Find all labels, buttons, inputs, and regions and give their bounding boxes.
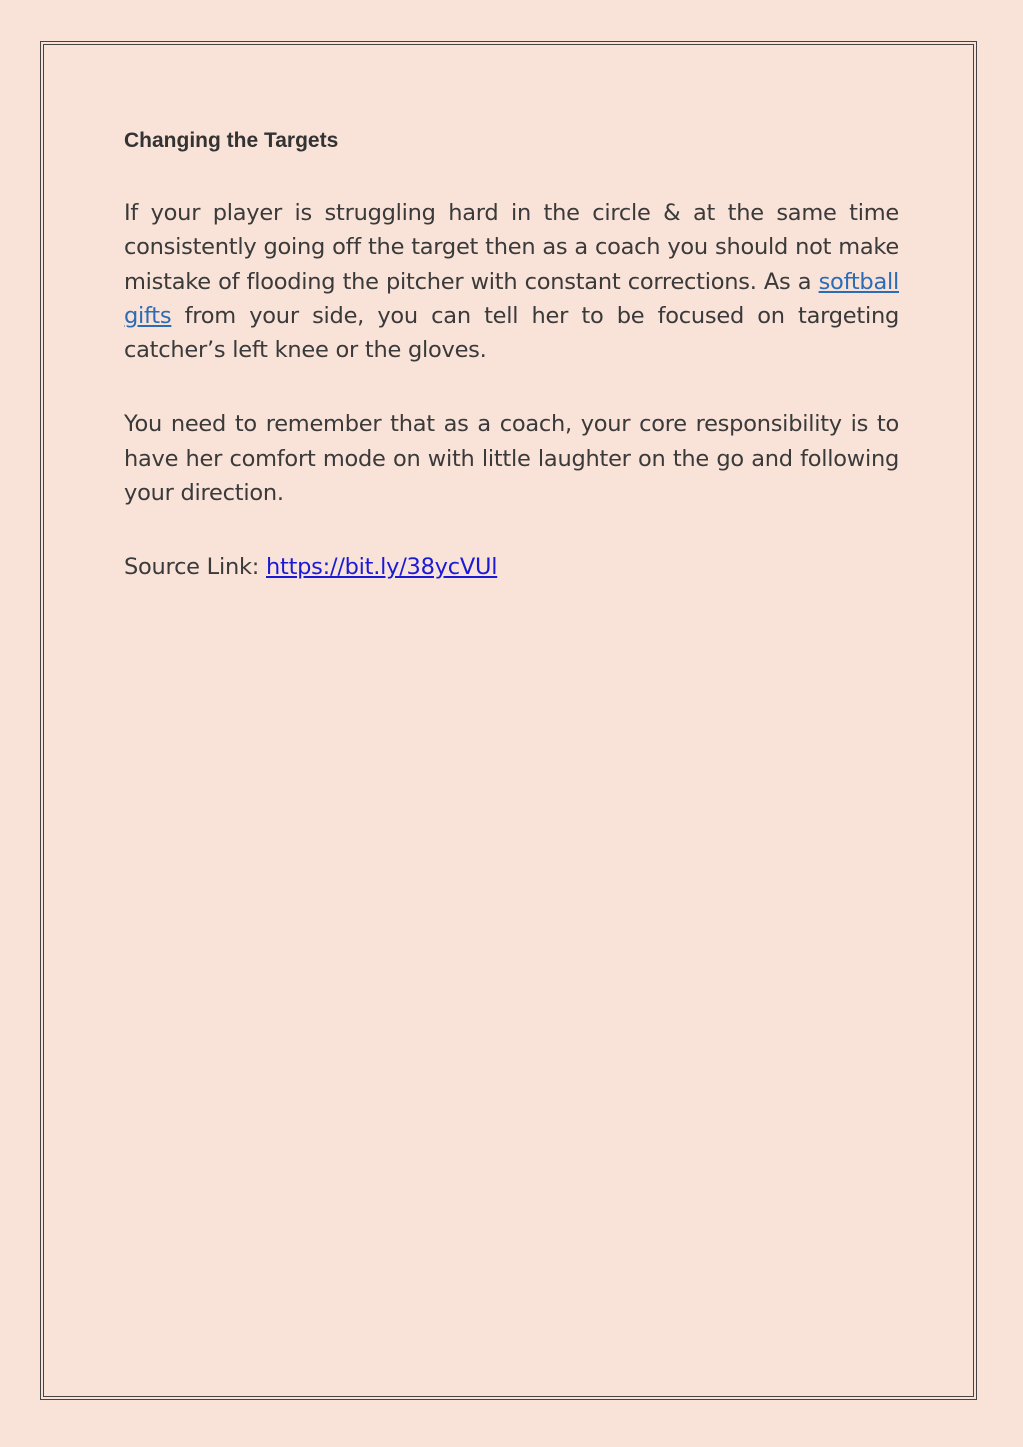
source-link[interactable]: https://bit.ly/38ycVUl	[266, 554, 498, 581]
paragraph-changing-targets	[124, 196, 899, 367]
document-body	[124, 124, 899, 585]
softball-gifts-link[interactable]: softball gifts	[124, 268, 899, 329]
source-line	[124, 550, 899, 584]
paragraph-coach-responsibility: You need to remember that as a coach, your core responsibility is to have her comfort mode on with little laughter on the go and following your direction.	[124, 411, 899, 507]
section-heading: Changing the Targets	[124, 129, 339, 152]
source-label: Source Link:	[124, 554, 266, 581]
paragraph-text-after-link: from your side, you can tell her to be focused on targeting catcher’s left knee or the gloves.	[124, 302, 899, 364]
paragraph-text-before-link: If your player is struggling hard in the circle & at the same time consistently going off the target then as a coach you should not make mistake of flooding the pitcher with constant corrections. As a	[124, 200, 899, 295]
